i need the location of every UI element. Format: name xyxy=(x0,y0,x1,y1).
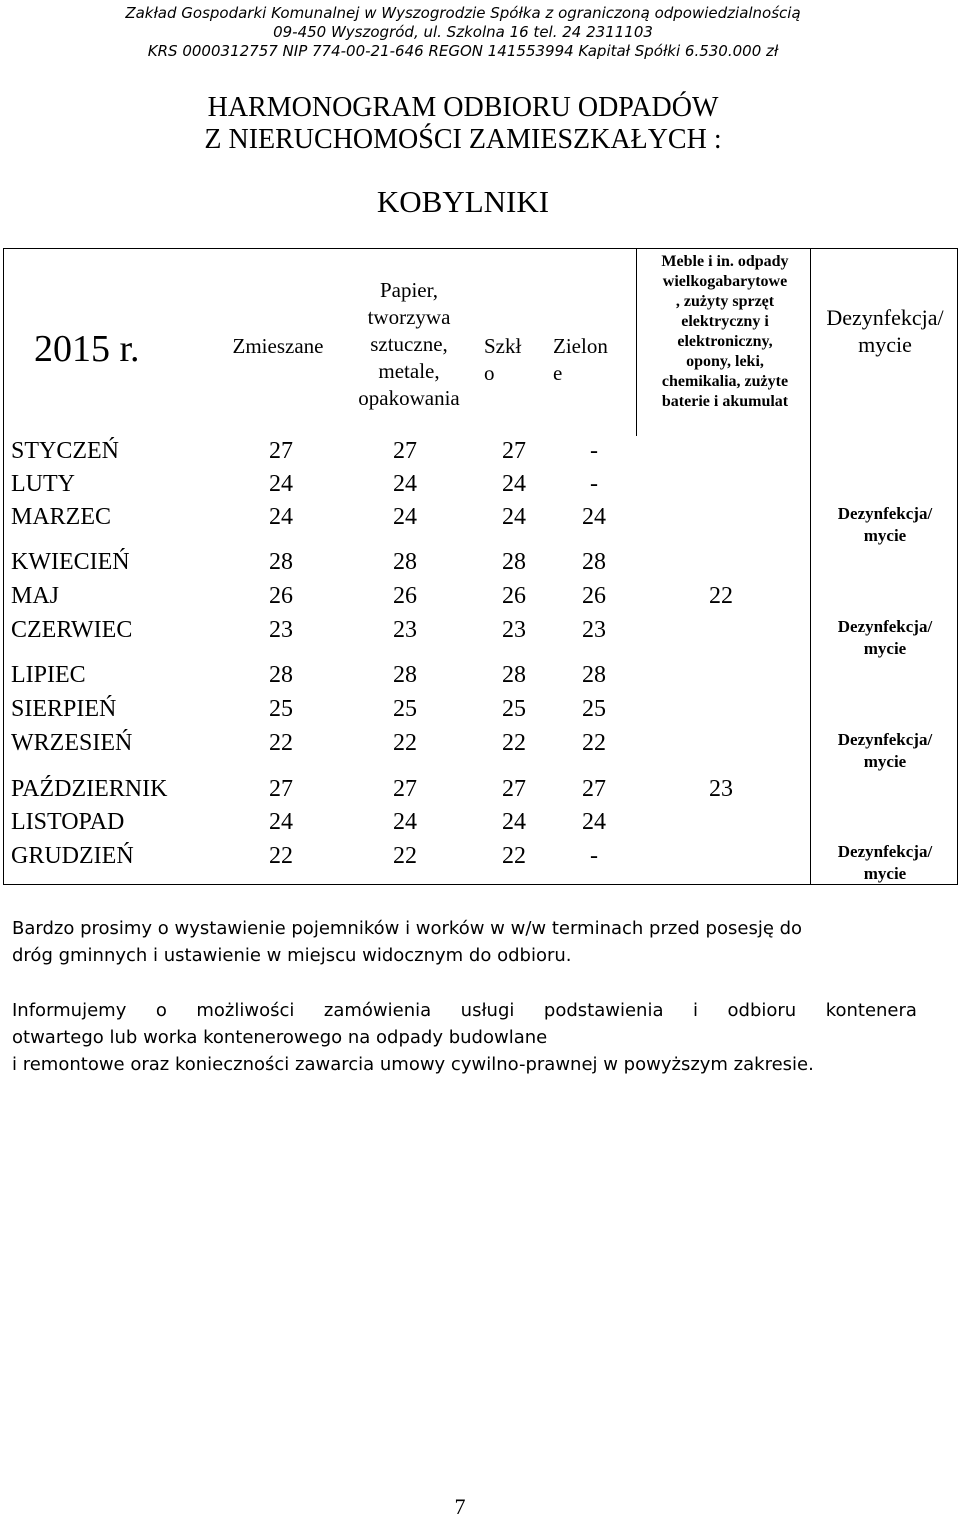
letterhead xyxy=(0,4,926,61)
schedule-row xyxy=(4,579,959,613)
schedule-table xyxy=(3,248,958,885)
disinfection-label: Dezynfekcja/ xyxy=(837,617,933,636)
month-name: MAJ xyxy=(11,583,60,609)
paper-date: 25 xyxy=(393,696,417,722)
glass-date: 24 xyxy=(502,809,526,835)
glass-date: 27 xyxy=(502,776,526,802)
month-name: KWIECIEŃ xyxy=(11,549,130,575)
document-title-line-1: HARMONOGRAM ODBIORU ODPADÓW xyxy=(207,92,719,123)
green-date: 26 xyxy=(582,583,606,609)
schedule-row xyxy=(4,545,959,579)
header-line: tworzywa xyxy=(367,305,451,329)
header-line: Szkł xyxy=(484,334,522,358)
disinfection-label: mycie xyxy=(863,526,907,545)
paper-date: 28 xyxy=(393,662,417,688)
green-date: - xyxy=(590,438,598,464)
header-line: Zielon xyxy=(553,334,608,358)
header-green-waste xyxy=(547,333,643,387)
mixed-date: 22 xyxy=(269,843,293,869)
disinfection-mark xyxy=(813,841,957,885)
schedule-row xyxy=(4,434,959,468)
disinfection-label: mycie xyxy=(863,864,907,883)
header-line: elektryczny i xyxy=(681,313,769,330)
paper-date: 26 xyxy=(393,583,417,609)
mixed-date: 26 xyxy=(269,583,293,609)
schedule-row xyxy=(4,467,959,501)
header-line: Papier, xyxy=(379,278,439,302)
mixed-date: 25 xyxy=(269,696,293,722)
header-line: opakowania xyxy=(358,386,460,410)
note-line: otwartego lub worka kontenerowego na odpady budowlane xyxy=(12,1027,548,1048)
note-line xyxy=(12,997,917,1024)
page-number: 7 xyxy=(454,1494,466,1519)
header-line: opony, leki, xyxy=(686,353,764,370)
green-date: 23 xyxy=(582,617,606,643)
month-name: PAŹDZIERNIK xyxy=(11,776,168,802)
bulky-date: 22 xyxy=(709,583,733,609)
paper-date: 28 xyxy=(393,549,417,575)
disinfection-label: Dezynfekcja/ xyxy=(837,504,933,523)
header-line: baterie i akumulat xyxy=(661,393,789,410)
month-name: WRZESIEŃ xyxy=(11,730,133,756)
header-line: Dezynfekcja/ xyxy=(826,305,944,330)
month-name: STYCZEŃ xyxy=(11,438,119,464)
green-date: 27 xyxy=(582,776,606,802)
glass-date: 25 xyxy=(502,696,526,722)
green-date: 28 xyxy=(582,549,606,575)
note-word: odbioru xyxy=(727,1000,797,1021)
glass-date: 23 xyxy=(502,617,526,643)
note-placement xyxy=(12,915,917,969)
disinfection-mark xyxy=(813,503,957,547)
month-name: CZERWIEC xyxy=(11,617,133,643)
mixed-date: 28 xyxy=(269,662,293,688)
paper-date: 22 xyxy=(393,843,417,869)
note-line: i remontowe oraz konieczności zawarcia umowy cywilno-prawnej w powyższym zakresie. xyxy=(12,1054,814,1075)
note-word: o xyxy=(155,1000,167,1021)
header-line: mycie xyxy=(858,332,912,357)
month-name: LIPIEC xyxy=(11,662,86,688)
year-label: 2015 r. xyxy=(34,328,140,370)
mixed-date: 27 xyxy=(269,776,293,802)
note-line: dróg gminnych i ustawienie w miejscu widocznym do odbioru. xyxy=(12,945,572,966)
header-paper-plastics-metals xyxy=(344,277,474,412)
note-word: i xyxy=(692,1000,698,1021)
disinfection-label: mycie xyxy=(863,752,907,771)
header-line: elektroniczny, xyxy=(677,333,773,350)
header-line: e xyxy=(553,361,563,385)
bulky-date: 23 xyxy=(709,776,733,802)
glass-date: 24 xyxy=(502,504,526,530)
note-word: Informujemy xyxy=(12,1000,127,1021)
mixed-date: 24 xyxy=(269,471,293,497)
header-line: , zużyty sprzęt xyxy=(675,293,775,310)
header-line: wielkogabarytowe xyxy=(662,273,788,290)
header-bulky-waste xyxy=(640,252,810,412)
schedule-row xyxy=(4,692,959,726)
header-glass xyxy=(478,333,544,387)
month-name: GRUDZIEŃ xyxy=(11,843,134,869)
header-disinfection xyxy=(813,304,957,358)
green-date: - xyxy=(590,471,598,497)
green-date: - xyxy=(590,843,598,869)
letterhead-line-2: 09-450 Wyszogród, ul. Szkolna 16 tel. 24 2311103 xyxy=(273,23,653,41)
schedule-row xyxy=(4,805,959,839)
note-word: usługi xyxy=(460,1000,515,1021)
schedule-row xyxy=(4,772,959,806)
header-line: Meble i in. odpady xyxy=(661,253,789,270)
mixed-date: 22 xyxy=(269,730,293,756)
letterhead-line-3: KRS 0000312757 NIP 774-00-21-646 REGON 141553994 Kapitał Spółki 6.530.000 zł xyxy=(147,42,779,60)
green-date: 22 xyxy=(582,730,606,756)
glass-date: 28 xyxy=(502,662,526,688)
paper-date: 23 xyxy=(393,617,417,643)
note-word: zamówienia xyxy=(323,1000,432,1021)
disinfection-label: Dezynfekcja/ xyxy=(837,730,933,749)
letterhead-line-1: Zakład Gospodarki Komunalnej w Wyszogrodzie Spółka z ograniczoną odpowiedzialnością xyxy=(125,4,801,22)
paper-date: 24 xyxy=(393,809,417,835)
location-name: KOBYLNIKI xyxy=(376,184,550,219)
glass-date: 22 xyxy=(502,730,526,756)
header-mixed-waste: Zmieszane xyxy=(232,334,324,358)
paper-date: 24 xyxy=(393,504,417,530)
disinfection-label: Dezynfekcja/ xyxy=(837,842,933,861)
note-word: możliwości xyxy=(196,1000,295,1021)
month-name: MARZEC xyxy=(11,504,112,530)
paper-date: 24 xyxy=(393,471,417,497)
note-container-service xyxy=(12,997,917,1078)
note-line: Bardzo prosimy o wystawienie pojemników i worków w w/w terminach przed posesję do xyxy=(12,918,803,939)
paper-date: 27 xyxy=(393,438,417,464)
header-line: o xyxy=(484,361,495,385)
glass-date: 22 xyxy=(502,843,526,869)
month-name: SIERPIEŃ xyxy=(11,696,117,722)
month-name: LUTY xyxy=(11,471,75,497)
header-line: sztuczne, xyxy=(370,332,448,356)
mixed-date: 24 xyxy=(269,809,293,835)
green-date: 25 xyxy=(582,696,606,722)
paper-date: 27 xyxy=(393,776,417,802)
mixed-date: 23 xyxy=(269,617,293,643)
disinfection-mark xyxy=(813,616,957,660)
mixed-date: 28 xyxy=(269,549,293,575)
schedule-row xyxy=(4,658,959,692)
glass-date: 28 xyxy=(502,549,526,575)
green-date: 24 xyxy=(582,809,606,835)
paper-date: 22 xyxy=(393,730,417,756)
header-line: chemikalia, zużyte xyxy=(661,373,789,390)
glass-date: 26 xyxy=(502,583,526,609)
glass-date: 24 xyxy=(502,471,526,497)
mixed-date: 24 xyxy=(269,504,293,530)
month-name: LISTOPAD xyxy=(11,809,125,835)
glass-date: 27 xyxy=(502,438,526,464)
header-line: metale, xyxy=(378,359,440,383)
mixed-date: 27 xyxy=(269,438,293,464)
note-word: podstawienia xyxy=(543,1000,664,1021)
document-title-line-2: Z NIERUCHOMOŚCI ZAMIESZKAŁYCH : xyxy=(204,124,722,155)
disinfection-mark xyxy=(813,729,957,773)
green-date: 28 xyxy=(582,662,606,688)
green-date: 24 xyxy=(582,504,606,530)
disinfection-label: mycie xyxy=(863,639,907,658)
note-word: kontenera xyxy=(825,1000,917,1021)
